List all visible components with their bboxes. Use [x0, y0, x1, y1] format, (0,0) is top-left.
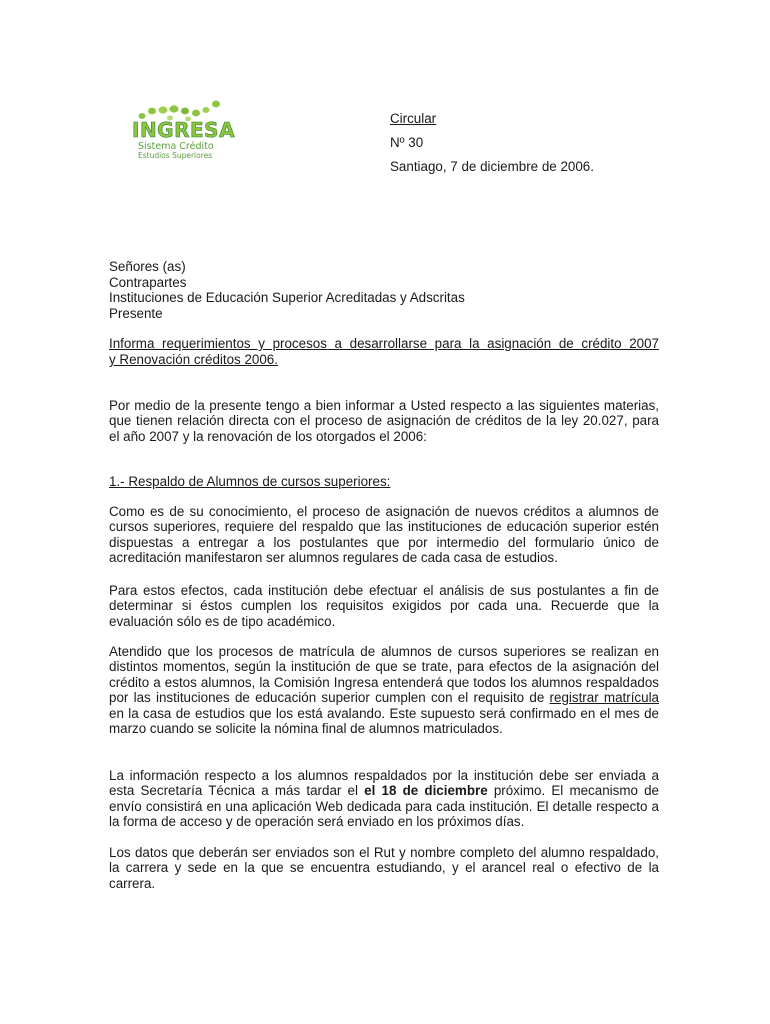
intro-paragraph: [109, 398, 659, 444]
section-1-paragraph-3: [109, 644, 659, 736]
subject-line-1: Informa requerimientos y procesos a desarrollarse para la asignación de crédito 2007: [109, 336, 659, 351]
section-1-heading: 1.- Respaldo de Alumnos de cursos superiores:: [109, 474, 391, 489]
logo-subtitle-1: Sistema Crédito: [138, 141, 214, 152]
circular-label: Circular: [390, 111, 437, 126]
paragraph-3-text: [109, 644, 659, 736]
deadline-date-bold: el 18 de diciembre: [364, 783, 488, 799]
recipient-line-2: Contrapartes: [109, 275, 187, 290]
registrar-matricula-underlined: registrar matrícula: [549, 690, 659, 706]
section-1-paragraph-1: [109, 504, 659, 566]
section-1-paragraph-4: [109, 768, 659, 830]
intro-text: Por medio de la presente tengo a bien informar a Usted respecto a las siguientes materias, que tienen relación directa con el proceso de asignación de créditos de la ley 20.027, para el año 2007 y la renovación de los otorgados el 2006:: [109, 398, 659, 444]
paragraph-4-part-b: próximo. El mecanismo de envío consistirá en una aplicación Web dedicada para cada institución. El detalle respecto a la forma de acceso y de operación será enviado en los próximos días.: [109, 783, 659, 830]
recipient-line-3: Instituciones de Educación Superior Acreditadas y Adscritas: [109, 290, 465, 305]
recipient-line-1: Señores (as): [109, 259, 186, 274]
paragraph-2-text: Para estos efectos, cada institución debe efectuar el análisis de sus postulantes a fin de determinar si éstos cumplen los requisitos exigidos por cada una. Recuerde que la evaluación sólo es de tipo académico.: [109, 583, 659, 629]
ingresa-logo: [130, 98, 240, 168]
paragraph-1-text: Como es de su conocimiento, el proceso de asignación de nuevos créditos a alumnos de cursos superiores, requiere del respaldo que las instituciones de educación superior estén dispuestas a entregar a los postulantes que por intermedio del formulario único de acreditación manifestaron ser alumnos regulares de cada casa de estudios.: [109, 504, 659, 566]
logo-subtitle-2: Estudios Superiores: [138, 151, 213, 160]
place-date: Santiago, 7 de diciembre de 2006.: [390, 159, 594, 174]
section-1-paragraph-5: [109, 845, 659, 891]
logo-wordmark: INGRESA: [132, 118, 236, 142]
paragraph-3-part-b: en la casa de estudios que los está avalando. Este supuesto será confirmado en el mes de marzo cuando se solicite la nómina final de alumnos matriculados.: [109, 705, 659, 737]
paragraph-4-part-a: La información respecto a los alumnos respaldados por la institución debe ser enviada a esta Secretaría Técnica a más tardar el: [109, 768, 659, 799]
recipient-line-4: Presente: [109, 306, 163, 321]
circular-number: Nº 30: [390, 135, 424, 150]
section-1-paragraph-2: [109, 583, 659, 629]
paragraph-4-text: [109, 768, 659, 830]
paragraph-3-part-a: Atendido que los procesos de matrícula de alumnos de cursos superiores se realizan en distintos momentos, según la institución de que se trate, para efectos de la asignación del crédito a estos alumnos, la Comisión Ingresa entenderá que todos los alumnos respaldados por las instituciones de educación superior cumplen con el requisito de: [109, 644, 659, 706]
subject-line-2: y Renovación créditos 2006.: [109, 352, 278, 367]
paragraph-5-text: Los datos que deberán ser enviados son el Rut y nombre completo del alumno respaldado, la carrera y sede en la que se encuentra estudiando, y el arancel real o efectivo de la carrera.: [109, 845, 659, 891]
